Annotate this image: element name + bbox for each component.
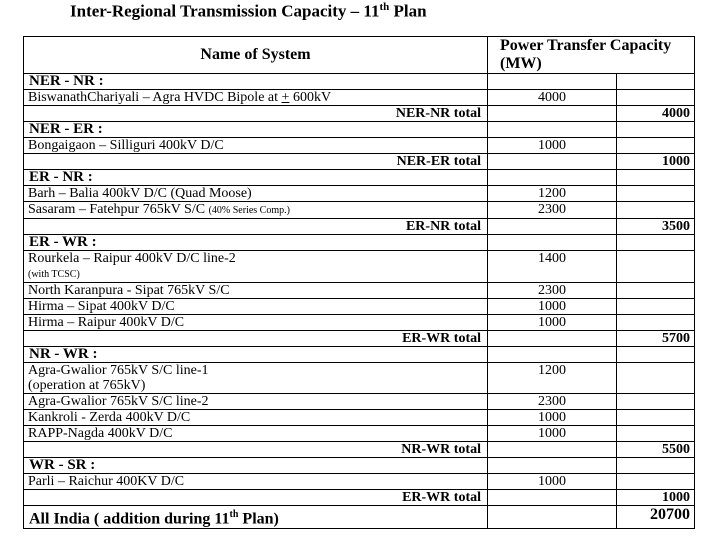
section-name: ER - WR : <box>24 235 488 251</box>
section-total-cell <box>617 347 695 363</box>
section-capacity-cell <box>488 170 617 186</box>
table-row <box>24 394 695 410</box>
capacity-value: 1400 <box>488 251 617 283</box>
header-power-transfer-capacity: Power Transfer Capacity (MW) <box>488 37 695 74</box>
table-row <box>24 186 695 202</box>
section-name: NR - WR : <box>24 347 488 363</box>
section-total-cell <box>617 235 695 251</box>
capacity-value: 2300 <box>488 283 617 299</box>
system-name: Barh – Balia 400kV D/C (Quad Moose) <box>24 186 488 202</box>
empty-total-cell <box>617 202 695 219</box>
table-row <box>24 363 695 394</box>
section-row <box>24 74 695 90</box>
capacity-value: 1000 <box>488 426 617 442</box>
section-capacity-cell <box>488 74 617 90</box>
table-row <box>24 90 695 106</box>
table-row <box>24 251 695 283</box>
total-label: ER-WR total <box>24 331 488 347</box>
section-row <box>24 347 695 363</box>
system-name: Sasaram – Fatehpur 765kV S/C (40% Series Comp.) <box>24 202 488 219</box>
system-name-line2: (operation at 765kV) <box>28 378 146 393</box>
system-name: Hirma – Sipat 400kV D/C <box>24 299 488 315</box>
section-name: ER - NR : <box>24 170 488 186</box>
total-label: NER-NR total <box>24 106 488 122</box>
table-row <box>24 299 695 315</box>
grand-total-value: 20700 <box>617 506 695 529</box>
system-note: (with TCSC) <box>28 269 80 280</box>
capacity-value: 4000 <box>488 90 617 106</box>
table-row <box>24 283 695 299</box>
total-row <box>24 154 695 170</box>
section-name: NER - ER : <box>24 122 488 138</box>
table-row <box>24 426 695 442</box>
empty-total-cell <box>617 426 695 442</box>
table-row <box>24 138 695 154</box>
total-row <box>24 219 695 235</box>
section-row <box>24 458 695 474</box>
total-label: NER-ER total <box>24 154 488 170</box>
empty-total-cell <box>617 283 695 299</box>
section-capacity-cell <box>488 235 617 251</box>
section-name: WR - SR : <box>24 458 488 474</box>
empty-total-cell <box>617 251 695 283</box>
empty-capacity-cell <box>488 154 617 170</box>
table-header-row <box>24 37 695 74</box>
total-value: 4000 <box>617 106 695 122</box>
section-row <box>24 170 695 186</box>
plus-minus-sign: + <box>281 90 290 105</box>
total-row <box>24 442 695 458</box>
system-name: Agra-Gwalior 765kV S/C line-2 <box>24 394 488 410</box>
section-capacity-cell <box>488 458 617 474</box>
system-name: Parli – Raichur 400KV D/C <box>24 474 488 490</box>
empty-capacity-cell <box>488 331 617 347</box>
empty-capacity-cell <box>488 106 617 122</box>
system-name: RAPP-Nagda 400kV D/C <box>24 426 488 442</box>
table-row <box>24 202 695 219</box>
capacity-value: 1000 <box>488 410 617 426</box>
section-row <box>24 122 695 138</box>
system-name: Rourkela – Raipur 400kV D/C line-2 (with TCSC) <box>24 251 488 283</box>
system-name: Agra-Gwalior 765kV S/C line-1 (operation at 765kV) <box>24 363 488 394</box>
system-name: Bongaigaon – Silliguri 400kV D/C <box>24 138 488 154</box>
section-name: NER - NR : <box>24 74 488 90</box>
grand-total-row <box>24 506 695 529</box>
section-capacity-cell <box>488 122 617 138</box>
section-total-cell <box>617 170 695 186</box>
capacity-value: 1000 <box>488 299 617 315</box>
system-name: North Karanpura - Sipat 765kV S/C <box>24 283 488 299</box>
system-name: Hirma – Raipur 400kV D/C <box>24 315 488 331</box>
total-value: 3500 <box>617 219 695 235</box>
table-row <box>24 474 695 490</box>
total-value: 5500 <box>617 442 695 458</box>
capacity-value: 1000 <box>488 315 617 331</box>
empty-capacity-cell <box>488 442 617 458</box>
system-name: BiswanathChariyali – Agra HVDC Bipole at + 600kV <box>24 90 488 106</box>
capacity-table <box>23 36 695 529</box>
empty-total-cell <box>617 138 695 154</box>
total-value: 1000 <box>617 154 695 170</box>
total-row <box>24 106 695 122</box>
empty-total-cell <box>617 363 695 394</box>
section-total-cell <box>617 122 695 138</box>
table-row <box>24 410 695 426</box>
system-name: Kankroli - Zerda 400kV D/C <box>24 410 488 426</box>
empty-total-cell <box>617 299 695 315</box>
total-label: ER-WR total <box>24 490 488 506</box>
empty-total-cell <box>617 410 695 426</box>
capacity-value: 1000 <box>488 138 617 154</box>
empty-total-cell <box>617 394 695 410</box>
section-total-cell <box>617 458 695 474</box>
empty-total-cell <box>617 474 695 490</box>
capacity-value: 2300 <box>488 394 617 410</box>
capacity-value: 1200 <box>488 186 617 202</box>
table-row <box>24 315 695 331</box>
total-row <box>24 490 695 506</box>
section-capacity-cell <box>488 347 617 363</box>
empty-total-cell <box>617 315 695 331</box>
section-total-cell <box>617 74 695 90</box>
total-label: NR-WR total <box>24 442 488 458</box>
system-note: (40% Series Comp.) <box>208 205 290 216</box>
section-row <box>24 235 695 251</box>
empty-total-cell <box>617 186 695 202</box>
capacity-value: 1200 <box>488 363 617 394</box>
total-value: 1000 <box>617 490 695 506</box>
empty-capacity-cell <box>488 219 617 235</box>
grand-total-label: All India ( addition during 11th Plan) <box>24 506 488 529</box>
header-name-of-system: Name of System <box>24 37 488 74</box>
total-label: ER-NR total <box>24 219 488 235</box>
empty-total-cell <box>617 90 695 106</box>
capacity-value: 1000 <box>488 474 617 490</box>
page-title: Inter-Regional Transmission Capacity – 11th Plan <box>70 1 427 21</box>
total-value: 5700 <box>617 331 695 347</box>
empty-capacity-cell <box>488 490 617 506</box>
total-row <box>24 331 695 347</box>
empty-capacity-cell <box>488 506 617 529</box>
capacity-value: 2300 <box>488 202 617 219</box>
